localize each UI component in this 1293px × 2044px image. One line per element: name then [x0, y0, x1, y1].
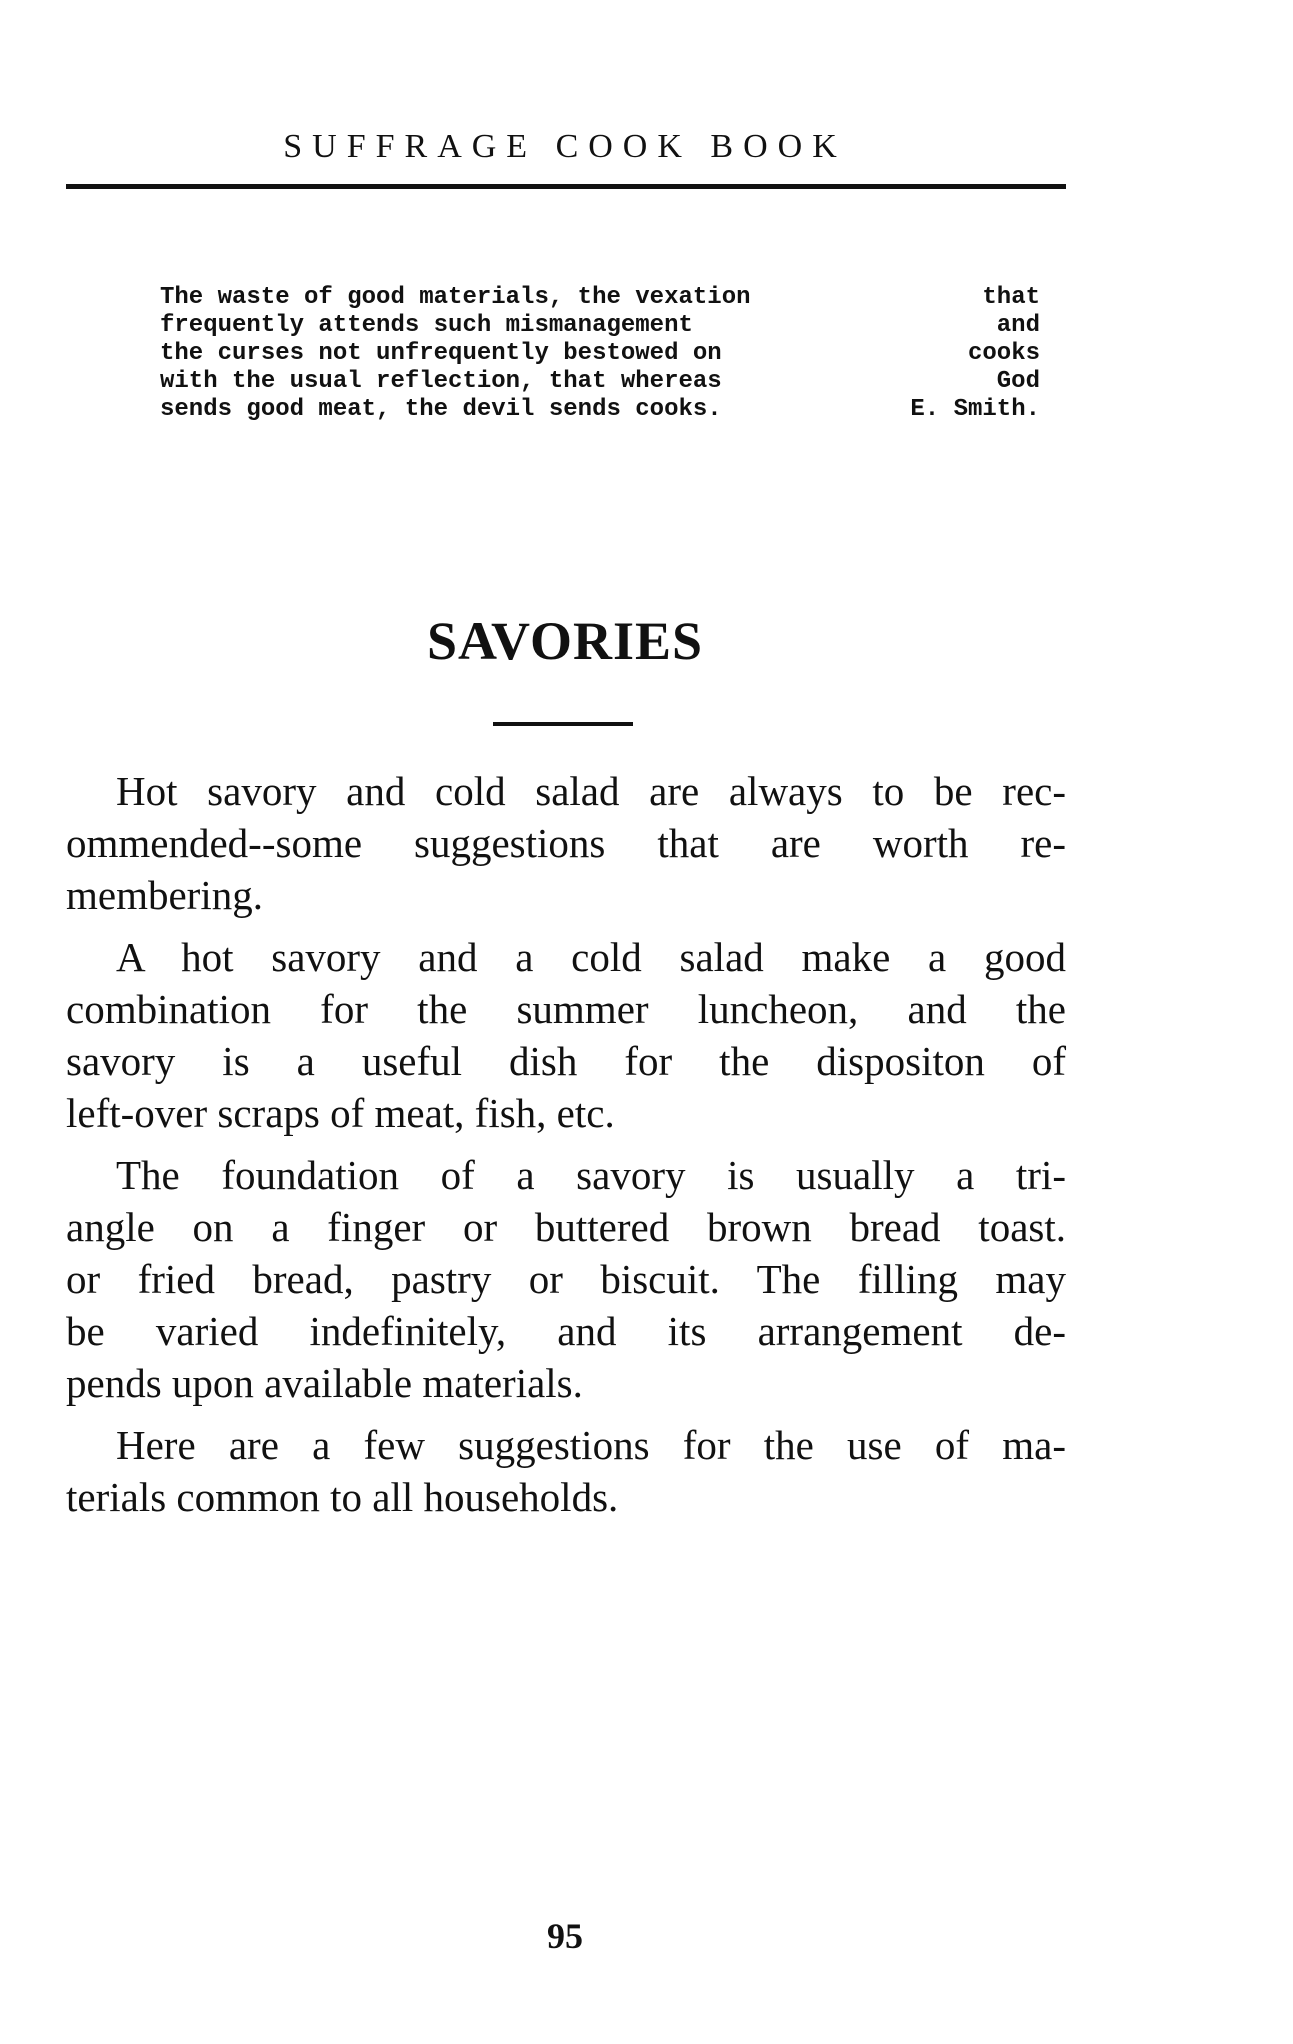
title-rule [493, 722, 633, 726]
epigraph-text: that [982, 284, 1040, 311]
text-line: angle on a finger or buttered brown bread toast. [66, 1204, 1066, 1250]
epigraph-attribution: E. Smith. [910, 396, 1040, 423]
text-line: be varied indefinitely, and its arrangement de- [66, 1308, 1066, 1354]
running-head: SUFFRAGE COOK BOOK [283, 128, 847, 165]
paragraph [66, 1149, 1066, 1409]
epigraph-text: and [996, 312, 1040, 339]
text-line: A hot savory and a cold salad make a good [116, 934, 1066, 980]
text-line: left-over scraps of meat, fish, etc. [66, 1090, 615, 1136]
epigraph-line [160, 312, 1040, 340]
epigraph-text: The waste of good materials, the vexation [160, 284, 751, 311]
epigraph-text: frequently attends such mismanagement [160, 312, 693, 339]
text-line: savory is a useful dish for the dispositon of [66, 1038, 1066, 1084]
paragraph [66, 765, 1066, 921]
text-line: pends upon available materials. [66, 1360, 583, 1406]
text-line: terials common to all households. [66, 1474, 619, 1520]
text-line: ommended--some suggestions that are worth re- [66, 820, 1066, 866]
epigraph-line [160, 396, 1040, 424]
paragraph [66, 1419, 1066, 1523]
header-rule [66, 184, 1066, 189]
section-title: SAVORIES [426, 611, 704, 671]
epigraph-line [160, 340, 1040, 368]
text-line: Hot savory and cold salad are always to be rec- [116, 768, 1066, 814]
epigraph [160, 284, 1040, 424]
epigraph-text: sends good meat, the devil sends cooks. [160, 396, 722, 423]
text-line: The foundation of a savory is usually a tri- [116, 1152, 1066, 1198]
text-line: combination for the summer luncheon, and the [66, 986, 1066, 1032]
epigraph-line [160, 368, 1040, 396]
epigraph-text: with the usual reflection, that whereas [160, 368, 722, 395]
paragraph [66, 931, 1066, 1139]
page-number: 95 [547, 1916, 583, 1956]
text-line: or fried bread, pastry or biscuit. The filling may [66, 1256, 1066, 1302]
epigraph-text: the curses not unfrequently bestowed on [160, 340, 722, 367]
text-line: membering. [66, 872, 263, 918]
text-line: Here are a few suggestions for the use of ma- [116, 1422, 1066, 1468]
epigraph-line [160, 284, 1040, 312]
epigraph-text: God [996, 368, 1040, 395]
epigraph-text: cooks [967, 340, 1040, 367]
body-text [66, 765, 1066, 1533]
